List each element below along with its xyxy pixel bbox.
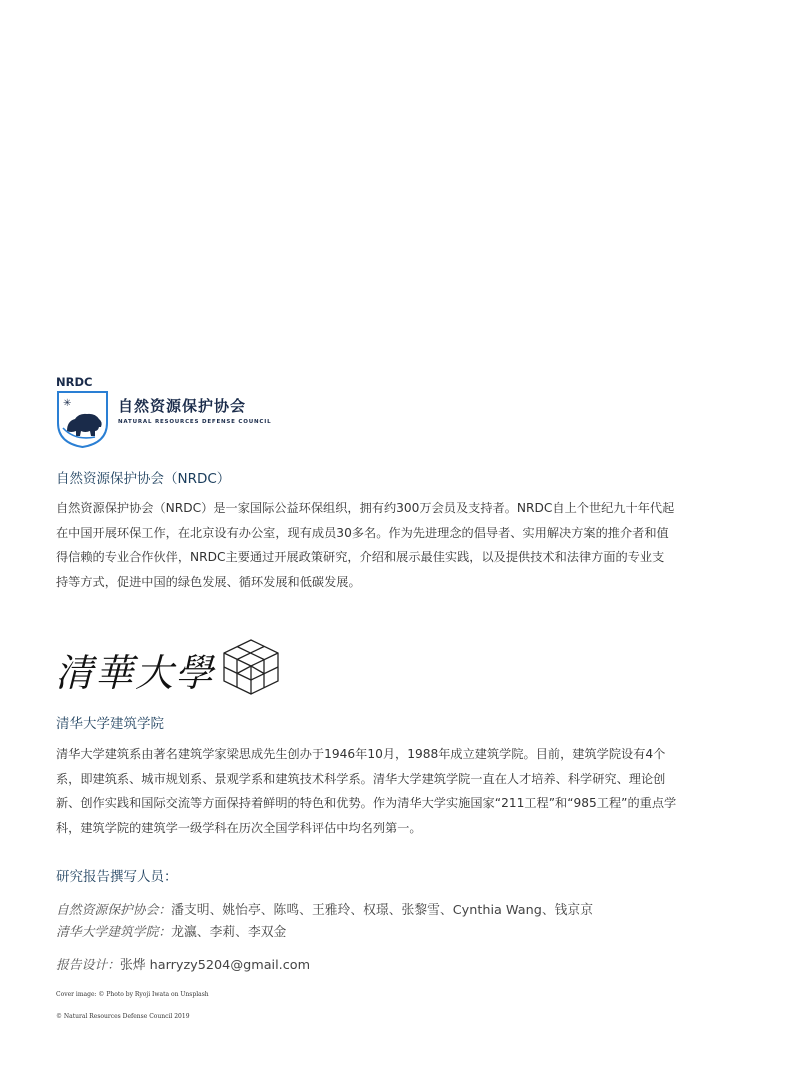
paragraph-line: 清华大学建筑系由著名建筑学家梁思成先生创办于1946年10月，1988年成立建筑学院。目前，建筑学院设有4个 bbox=[56, 747, 666, 761]
credits-heading: 研究报告撰写人员： bbox=[56, 869, 178, 885]
tsinghua-calligraphy: 清華大學 bbox=[55, 651, 216, 695]
cover-image-credit: Cover image: © Photo by Ryoji Iwata on Unsplash bbox=[56, 991, 209, 998]
credit-label: 报告设计： bbox=[56, 958, 120, 973]
credit-tsinghua bbox=[56, 921, 286, 940]
tsinghua-logo bbox=[55, 638, 285, 696]
tsinghua-paragraph bbox=[56, 742, 746, 840]
nrdc-heading: 自然资源保护协会（NRDC） bbox=[56, 471, 231, 487]
polar-bear-shield-icon bbox=[55, 375, 115, 450]
paragraph-line: 得信赖的专业合作伙伴，NRDC主要通过开展政策研究，介绍和展示最佳实践，以及提供技术和法律方面的专业支 bbox=[56, 550, 665, 564]
nrdc-acronym: NRDC bbox=[56, 375, 93, 389]
credit-names: 龙瀛、李莉、李双金 bbox=[171, 925, 287, 940]
credit-design bbox=[56, 954, 310, 973]
nrdc-logo-name-en: NATURAL RESOURCES DEFENSE COUNCIL bbox=[118, 419, 272, 425]
copyright: © Natural Resources Defense Council 2019 bbox=[56, 1013, 190, 1020]
paragraph-line: 持等方式，促进中国的绿色发展、循环发展和低碳发展。 bbox=[56, 574, 361, 589]
star-icon: ✳ bbox=[63, 398, 72, 409]
paragraph-line: 新、创作实践和国际交流等方面保持着鲜明的特色和优势。作为清华大学实施国家“211工程”和“985工程”的重点学 bbox=[56, 796, 677, 810]
paragraph-line: 系，即建筑系、城市规划系、景观学系和建筑技术科学系。清华大学建筑学院一直在人才培养、科学研究、理论创 bbox=[56, 771, 666, 786]
nrdc-logo-name-cn: 自然资源保护协会 bbox=[118, 397, 247, 415]
credit-names: 张烨 harryzy5204@gmail.com bbox=[119, 958, 311, 973]
paragraph-line: 科，建筑学院的建筑学一级学科在历次全国学科评估中均名列第一。 bbox=[56, 820, 422, 835]
paragraph-line: 自然资源保护协会（NRDC）是一家国际公益环保组织，拥有约300万会员及支持者。NRDC自上个世纪九十年代起 bbox=[56, 501, 675, 515]
credit-label: 自然资源保护协会： bbox=[56, 903, 172, 918]
school-emblem-icon bbox=[220, 638, 282, 696]
paragraph-line: 在中国开展环保工作，在北京设有办公室，现有成员30多名。作为先进理念的倡导者、实用解决方案的推介者和值 bbox=[56, 525, 669, 540]
nrdc-logo bbox=[55, 375, 295, 450]
nrdc-paragraph bbox=[56, 496, 746, 594]
credit-label: 清华大学建筑学院： bbox=[56, 925, 172, 940]
tsinghua-heading: 清华大学建筑学院 bbox=[56, 716, 164, 732]
credit-nrdc bbox=[56, 899, 593, 918]
credit-names: 潘支明、姚怡亭、陈鸣、王雅玲、权璟、张黎雪、Cynthia Wang、钱京京 bbox=[171, 903, 594, 918]
